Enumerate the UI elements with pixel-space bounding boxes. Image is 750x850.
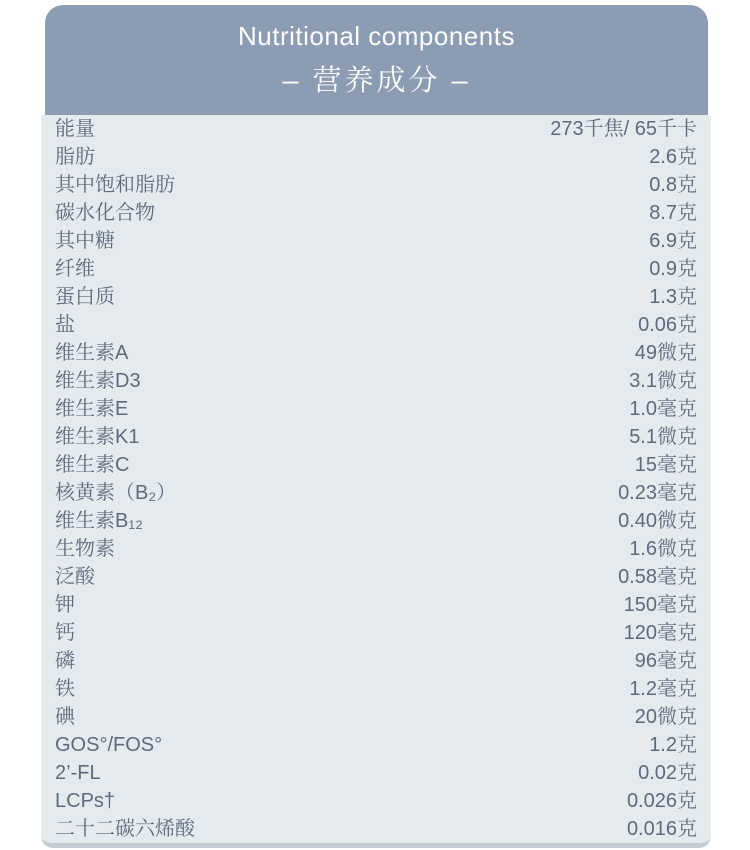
row-label: 维生素C	[55, 454, 130, 476]
table-row	[55, 619, 697, 647]
title-english: Nutritional components	[238, 21, 515, 51]
row-value: 0.8克	[649, 174, 697, 196]
row-value: 0.026克	[626, 790, 697, 812]
row-label: 能量	[55, 118, 95, 140]
table-row	[55, 563, 697, 591]
table-row	[55, 199, 697, 227]
row-label: 维生素B₁₂	[55, 510, 143, 532]
row-label: 纤维	[55, 258, 95, 280]
row-value: 1.6微克	[629, 538, 697, 560]
row-label: 磷	[55, 650, 75, 672]
row-value: 8.7克	[649, 202, 697, 224]
row-label: LCPs†	[55, 790, 116, 812]
title-chinese: – 营养成分 –	[282, 65, 471, 97]
table-row	[55, 479, 697, 507]
row-value: 3.1微克	[629, 370, 697, 392]
row-value: 5.1微克	[629, 426, 697, 448]
row-label: 维生素K1	[55, 426, 140, 448]
table-row	[55, 815, 697, 843]
row-label: 维生素D3	[55, 370, 141, 392]
row-value: 2.6克	[649, 146, 697, 168]
row-label: 二十二碳六烯酸	[55, 818, 195, 840]
row-value: 96毫克	[634, 650, 697, 672]
row-value: 0.06克	[638, 314, 697, 336]
row-value: 150毫克	[623, 594, 697, 616]
row-value: 1.2克	[649, 734, 697, 756]
row-value: 6.9克	[649, 230, 697, 252]
row-label: 盐	[55, 314, 75, 336]
nutrition-table-panel	[41, 115, 711, 848]
table-row	[55, 311, 697, 339]
row-value: 0.9克	[649, 258, 697, 280]
row-label: 维生素A	[55, 342, 129, 364]
row-label: GOS°/FOS°	[55, 734, 163, 756]
row-value: 0.016克	[626, 818, 697, 840]
table-row	[55, 171, 697, 199]
table-row	[55, 703, 697, 731]
row-label: 核黄素（B₂）	[55, 482, 177, 504]
nutrition-rows	[55, 115, 697, 843]
table-row	[55, 227, 697, 255]
row-label: 其中糖	[55, 230, 115, 252]
row-label: 蛋白质	[55, 286, 115, 308]
table-row	[55, 535, 697, 563]
table-row	[55, 787, 697, 815]
row-label: 生物素	[55, 538, 115, 560]
table-row	[55, 283, 697, 311]
row-label: 铁	[55, 678, 75, 700]
table-row	[55, 423, 697, 451]
table-row	[55, 143, 697, 171]
row-value: 20微克	[634, 706, 697, 728]
table-row	[55, 759, 697, 787]
row-value: 1.3克	[649, 286, 697, 308]
table-row	[55, 115, 697, 143]
row-label: 维生素E	[55, 398, 129, 420]
table-row	[55, 339, 697, 367]
row-value: 1.0毫克	[629, 398, 697, 420]
row-label: 脂肪	[55, 146, 95, 168]
row-value: 15毫克	[634, 454, 697, 476]
header-banner	[45, 5, 708, 115]
row-label: 泛酸	[55, 566, 95, 588]
table-row	[55, 451, 697, 479]
row-value: 0.58毫克	[618, 566, 697, 588]
table-row	[55, 507, 697, 535]
row-value: 120毫克	[623, 622, 697, 644]
table-row	[55, 647, 697, 675]
row-label: 碳水化合物	[55, 202, 155, 224]
row-label: 碘	[55, 706, 75, 728]
row-label: 钾	[55, 594, 75, 616]
row-value: 0.23毫克	[618, 482, 697, 504]
row-value: 0.40微克	[618, 510, 697, 532]
table-row	[55, 395, 697, 423]
row-label: 2’-FL	[55, 762, 101, 784]
row-label: 其中饱和脂肪	[55, 174, 175, 196]
table-row	[55, 675, 697, 703]
table-row	[55, 591, 697, 619]
row-value: 0.02克	[638, 762, 697, 784]
row-value: 1.2毫克	[629, 678, 697, 700]
table-row	[55, 731, 697, 759]
table-row	[55, 367, 697, 395]
row-value: 273千焦/ 65千卡	[550, 118, 697, 140]
row-value: 49微克	[634, 342, 697, 364]
row-label: 钙	[55, 622, 75, 644]
table-row	[55, 255, 697, 283]
